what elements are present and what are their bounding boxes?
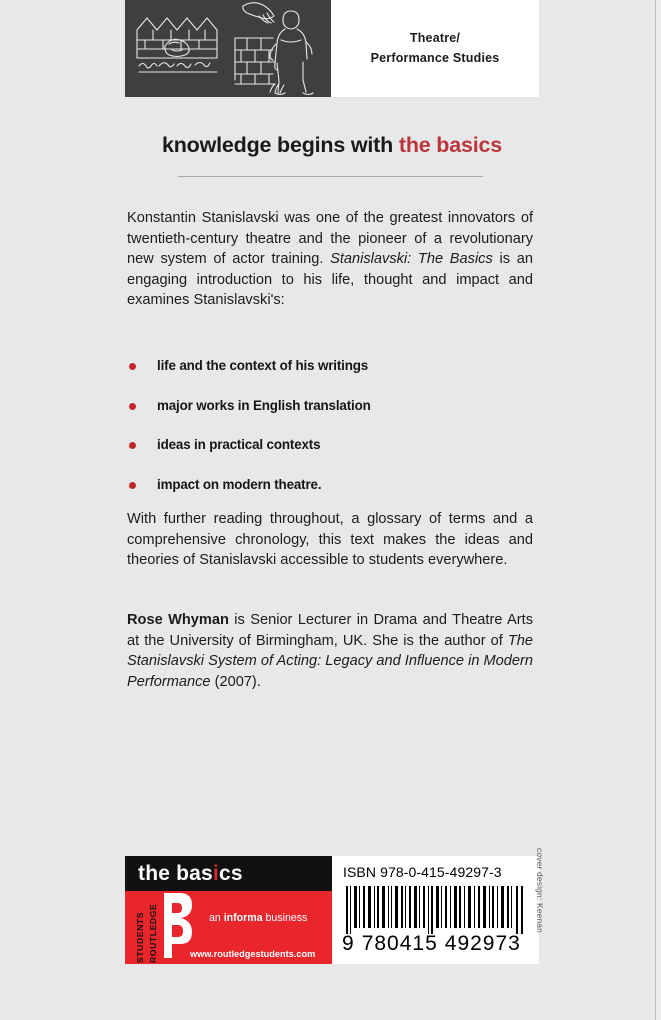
subject-category-box [331, 0, 539, 97]
artwork-lineart-icon [125, 0, 331, 97]
series-logo-post: cs [218, 861, 243, 885]
publisher-brand-block [125, 856, 332, 964]
author-name: Rose Whyman [127, 612, 229, 628]
barcode-left-group: 780415 [361, 932, 438, 955]
author-bio-paragraph [127, 610, 533, 692]
barcode-digits [342, 932, 530, 956]
informa-tagline [209, 912, 307, 924]
subject-line-2: Performance Studies [370, 50, 500, 65]
bio-part-2: (2007). [210, 673, 261, 690]
cover-artwork [125, 0, 331, 97]
series-logo-pre: the bas [138, 861, 213, 885]
list-item-label: ideas in practical contexts [157, 437, 321, 452]
description-book-title: Stanislavski: The Basics [330, 251, 493, 268]
list-item-label: impact on modern theatre. [157, 476, 322, 492]
list-item [127, 358, 533, 373]
strapline-accent: the basics [398, 133, 503, 157]
list-item-label: life and the context of his writings [157, 358, 369, 373]
informa-pre: an [209, 912, 224, 924]
strapline-prefix: knowledge begins with [161, 133, 399, 157]
description-part-2: is an engaging introduction to his life, thought and impact and examines Stanislavski's: [127, 251, 533, 309]
list-item [127, 477, 533, 492]
isbn-number: ISBN 978-0-415-49297-3 [343, 864, 502, 880]
bullet-dot-icon [129, 482, 136, 489]
cover-design-credit: cover design: Keenan [535, 848, 545, 934]
publisher-website[interactable]: www.routledgestudents.com [190, 949, 316, 959]
isbn-barcode-block [332, 856, 539, 964]
routledge-name-label: ROUTLEDGE [148, 903, 158, 963]
footer-band [125, 856, 539, 964]
informa-word: informa [223, 912, 263, 924]
barcode-lead-digit: 9 [342, 932, 355, 955]
bio-book-title: The Stanislavski System of Acting: Legacy and Influence in Modern Performance [127, 632, 533, 690]
description-part-1: Konstantin Stanislavski was one of the greatest innovators of twentieth-century theatre and the pioneer of a revolutionary new system of actor training. [127, 210, 533, 268]
feature-bullet-list [127, 358, 533, 516]
further-reading-paragraph: With further reading throughout, a glossary of terms and a comprehensive chronology, this text makes the ideas and theories of Stanislavski accessible to students everywhere. [127, 511, 533, 569]
barcode-right-group: 492973 [444, 932, 521, 955]
strapline-divider [178, 176, 483, 177]
series-strapline [125, 133, 539, 158]
bio-part-1: is Senior Lecturer in Drama and Theatre Arts at the University of Birmingham, UK. She is the author of [127, 612, 533, 649]
bullet-dot-icon [129, 442, 136, 449]
publisher-red-panel [125, 891, 332, 964]
description-paragraph [127, 208, 533, 311]
subject-line-1: Theatre/ [409, 31, 461, 46]
routledge-students-label: STUDENTS [135, 911, 145, 963]
series-logo-i: i [212, 861, 219, 885]
list-item [127, 437, 533, 452]
bullet-dot-icon [129, 363, 136, 370]
list-item [127, 398, 533, 413]
list-item-label: major works in English translation [157, 397, 371, 413]
header-band [125, 0, 539, 97]
barcode-icon [344, 886, 526, 934]
bullet-dot-icon [129, 403, 136, 410]
subject-category-text [371, 29, 500, 68]
page-edge-band [656, 0, 661, 1020]
informa-post: business [262, 912, 308, 924]
series-logo-text [125, 862, 243, 886]
series-logo-bar [125, 856, 332, 891]
